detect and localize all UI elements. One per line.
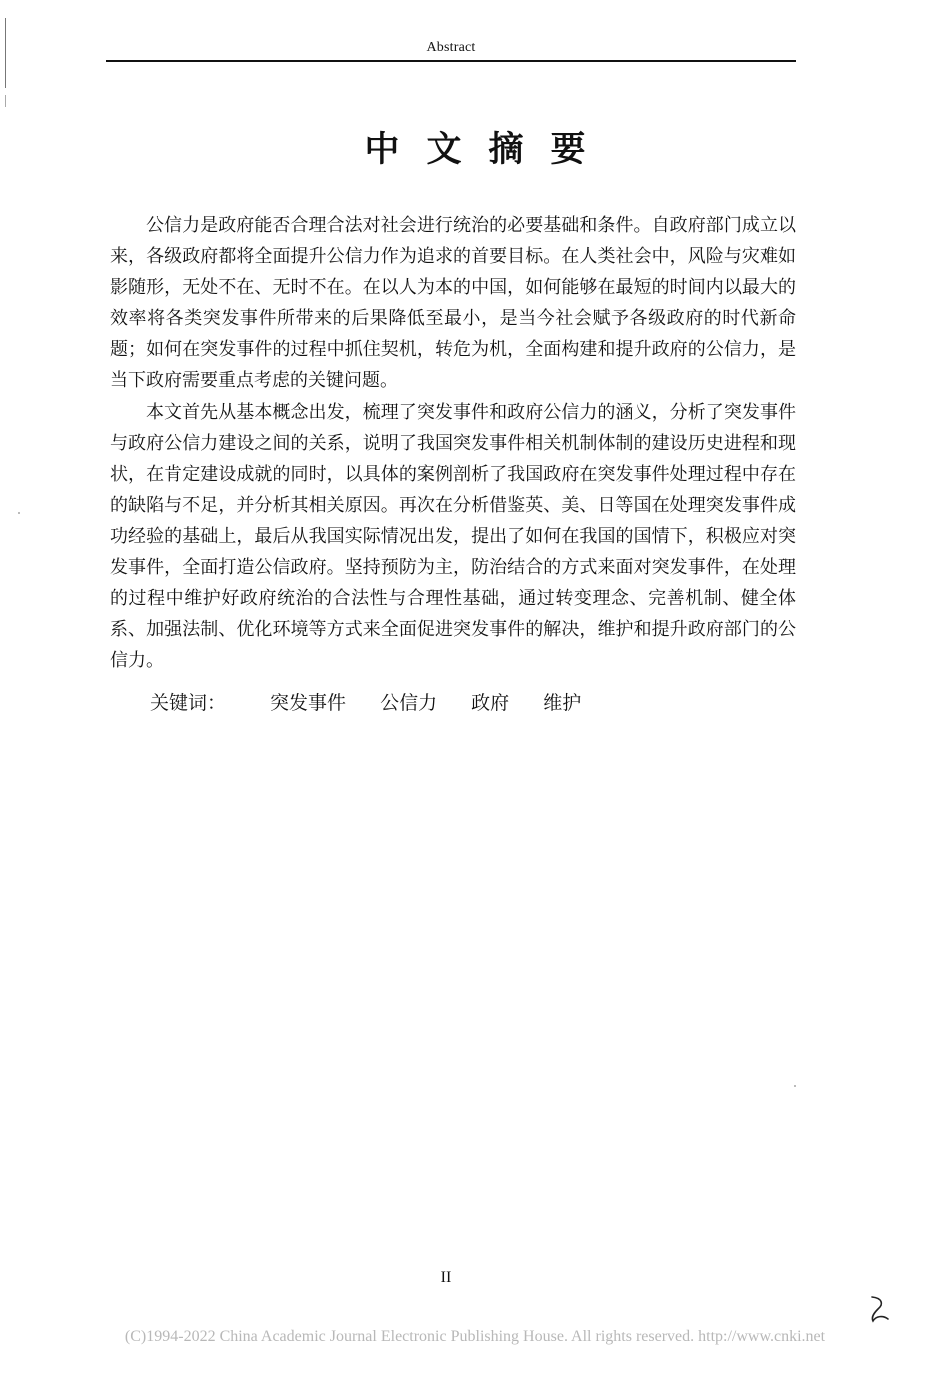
keyword-1: 突发事件	[270, 692, 347, 715]
keywords-line	[110, 688, 796, 719]
keyword-2: 公信力	[380, 692, 438, 715]
keyword-3: 政府	[471, 692, 510, 715]
keyword-4: 维护	[543, 692, 582, 715]
scan-speck	[794, 1085, 796, 1087]
scan-speck	[18, 512, 20, 514]
abstract-paragraph-2: 本文首先从基本概念出发，梳理了突发事件和政府公信力的涵义，分析了突发事件与政府公信力建设之间的关系，说明了我国突发事件相关机制体制的建设历史进程和现状，在肯定建设成就的同时，以具体的案例剖析了我国政府在突发事件处理过程中存在的缺陷与不足，并分析其相关原因。再次在分析借鉴英、美、日等国在处理突发事件成功经验的基础上，最后从我国实际情况出发，提出了如何在我国的国情下，积极应对突发事件，全面打造公信政府。坚持预防为主，防治结合的方式来面对突发事件，在处理的过程中维护好政府统治的合法性与合理性基础，通过转变理念、完善机制、健全体系、加强法制、优化环境等方式来全面促进突发事件的解决，维护和提升政府部门的公信力。	[110, 401, 796, 672]
page-number: II	[440, 1269, 452, 1286]
page-title: 中文摘要	[364, 130, 613, 170]
abstract-body	[110, 210, 796, 719]
handwritten-mark-glyph	[866, 1293, 892, 1325]
running-header-title: Abstract	[426, 40, 476, 55]
abstract-paragraph-1: 公信力是政府能否合理合法对社会进行统治的必要基础和条件。自政府部门成立以来，各级政府都将全面提升公信力作为追求的首要目标。在人类社会中，风险与灾难如影随形，无处不在、无时不在。在以人为本的中国，如何能够在最短的时间内以最大的效率将各类突发事件所带来的后果降低至最小，是当今社会赋予各级政府的时代新命题；如何在突发事件的过程中抓住契机，转危为机，全面构建和提升政府的公信力，是当下政府需要重点考虑的关键问题。	[110, 215, 796, 392]
left-edge-mark	[5, 18, 6, 88]
header-rule	[106, 60, 796, 62]
handwritten-mark	[866, 1293, 892, 1329]
running-header	[106, 36, 796, 58]
left-edge-mark-small	[5, 95, 6, 107]
copyright-footer: (C)1994-2022 China Academic Journal Electronic Publishing House. All rights reserved. http://www.cnki.net	[124, 1328, 826, 1345]
keywords-label: 关键词：	[150, 692, 227, 715]
